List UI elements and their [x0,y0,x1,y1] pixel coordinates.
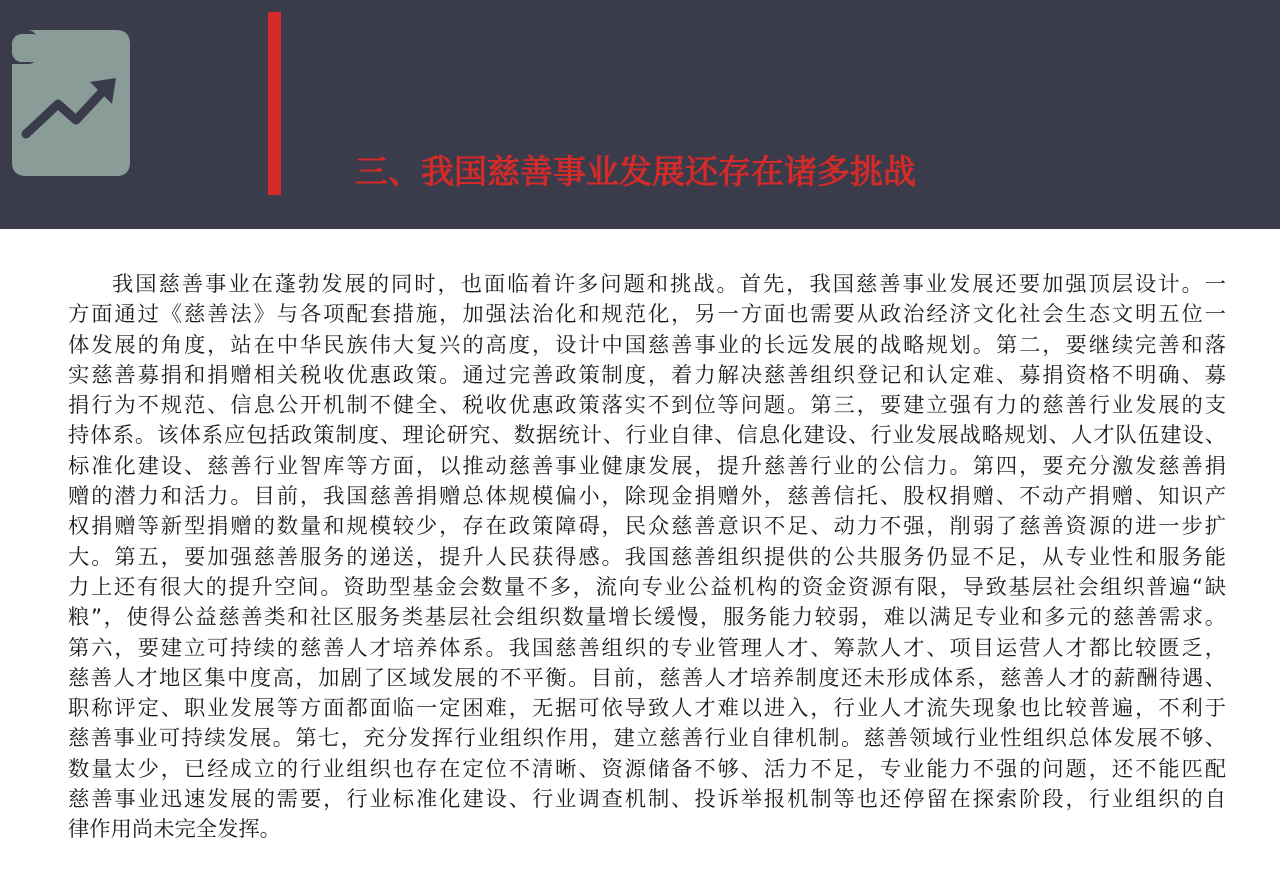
text-line: 力上还有很大的提升空间。资助型基金会数量不多，流向专业公益机构的资金资源有限，导致基层社会组织普遍“缺 [68,574,1226,600]
accent-bar [268,12,281,195]
trend-up-chart-icon [12,30,130,176]
text-line: 第六，要建立可持续的慈善人才培养体系。我国慈善组织的专业管理人才、筹款人才、项目运营人才都比较匮乏， [68,635,1226,661]
body-paragraph [68,270,1226,846]
text-line: 律作用尚未完全发挥。 [68,817,281,843]
text-line: 慈善人才地区集中度高，加剧了区域发展的不平衡。目前，慈善人才培养制度还未形成体系，慈善人才的薪酬待遇、 [68,665,1226,691]
text-line: 慈善事业迅速发展的需要，行业标准化建设、行业调查机制、投诉举报机制等也还停留在探索阶段，行业组织的自 [68,787,1226,813]
text-line: 慈善事业可持续发展。第七，充分发挥行业组织作用，建立慈善行业自律机制。慈善领域行业性组织总体发展不够、 [68,726,1226,752]
header-band [0,0,1280,229]
text-line: 我国慈善事业在蓬勃发展的同时，也面临着许多问题和挑战。首先，我国慈善事业发展还要加强顶层设计。一 [112,272,1226,297]
text-line: 捐行为不规范、信息公开机制不健全、税收优惠政策落实不到位等问题。第三，要建立强有力的慈善行业发展的支 [68,393,1226,419]
text-line: 赠的潜力和活力。目前，我国慈善捐赠总体规模偏小，除现金捐赠外，慈善信托、股权捐赠、不动产捐赠、知识产 [68,484,1226,510]
text-line: 持体系。该体系应包括政策制度、理论研究、数据统计、行业自律、信息化建设、行业发展战略规划、人才队伍建设、 [68,423,1226,449]
text-line: 数量太少，已经成立的行业组织也存在定位不清晰、资源储备不够、活力不足，专业能力不强的问题，还不能匹配 [68,756,1226,782]
text-line: 体发展的角度，站在中华民族伟大复兴的高度，设计中国慈善事业的长远发展的战略规划。第二，要继续完善和落 [68,332,1226,358]
page-title: 三、我国慈善事业发展还存在诸多挑战 [355,152,916,191]
text-line: 方面通过《慈善法》与各项配套措施，加强法治化和规范化，另一方面也需要从政治经济文化社会生态文明五位一 [68,302,1226,328]
text-line: 标准化建设、慈善行业智库等方面，以推动慈善事业健康发展，提升慈善行业的公信力。第四，要充分激发慈善捐 [68,453,1226,479]
text-line: 粮”，使得公益慈善类和社区服务类基层社会组织数量增长缓慢，服务能力较弱，难以满足专业和多元的慈善需求。 [68,605,1226,631]
text-line: 实慈善募捐和捐赠相关税收优惠政策。通过完善政策制度，着力解决慈善组织登记和认定难、募捐资格不明确、募 [68,362,1226,388]
icon-tab [12,34,42,62]
text-line: 大。第五，要加强慈善服务的递送，提升人民获得感。我国慈善组织提供的公共服务仍显不足，从专业性和服务能 [68,544,1226,570]
text-line: 权捐赠等新型捐赠的数量和规模较少，存在政策障碍，民众慈善意识不足、动力不强，削弱了慈善资源的进一步扩 [68,514,1226,540]
text-line: 职称评定、职业发展等方面都面临一定困难，无据可依导致人才难以进入，行业人才流失现象也比较普遍，不利于 [68,696,1226,722]
